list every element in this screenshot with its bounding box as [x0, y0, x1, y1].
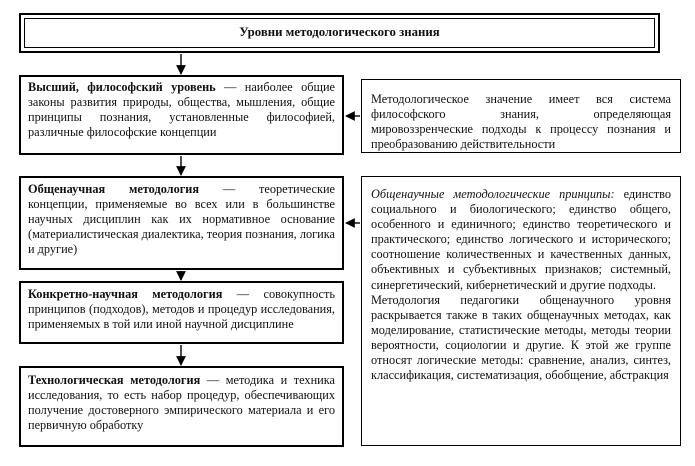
- level-concrete-scientific-heading: Конкретно-научная методология: [28, 287, 223, 301]
- level-philosophical-text: — наиболее общие законы развития природы, общества, мышления, общие принципы познания, установленные философией, различные философские концепции: [28, 80, 335, 140]
- level-technological-text: — методика и техника исследования, то есть набор процедур, обеспечивающих получение достоверного эмпирического материала и его первичную обработку: [28, 373, 335, 433]
- level-philosophical-heading: Высший, философский уровень: [28, 80, 216, 94]
- level-concrete-scientific-text: — совокупность принципов (подходов), методов и процедур исследования, применяемых в той или иной научной дисциплине: [28, 287, 335, 332]
- methods-paragraph: Методология педагогики общенаучного уровня раскрывается также в таких общенаучных методах, как моделирование, статистические методы, методы теории вероятности, социологии и другие. К этой же группе относят логические методы: сравнение, анализ, синтез, классификация, систематизация, обобщение, абстракция: [371, 292, 671, 383]
- level-general-scientific-text: — теоретические концепции, применяемые во всех или в большинстве научных дисциплин как их нормативное основание (материалистическая диалектика, теория познания, логика и другие): [28, 182, 335, 257]
- level-general-scientific-heading: Общенаучная методология: [28, 182, 200, 196]
- principles-title: Общенаучные методологические принципы:: [371, 187, 615, 201]
- principles-text: единство социального и биологического; единство общего, особенного и единичного; единство теоретического и практического; единство логического и исторического; соотношение количественных и качественных данных, объективных и субъективных признаков; системный, синергетический, кибернетический и другие подходы.: [371, 187, 671, 292]
- level-technological-heading: Технологическая методология: [28, 373, 201, 387]
- diagram-title-text: Уровни методологического знания: [239, 25, 440, 40]
- philosophy-note-text: Методологическое значение имеет вся система философского знания, определяющая мировоззренческие подходы к процессу познания и преобразованию действительности: [371, 92, 671, 152]
